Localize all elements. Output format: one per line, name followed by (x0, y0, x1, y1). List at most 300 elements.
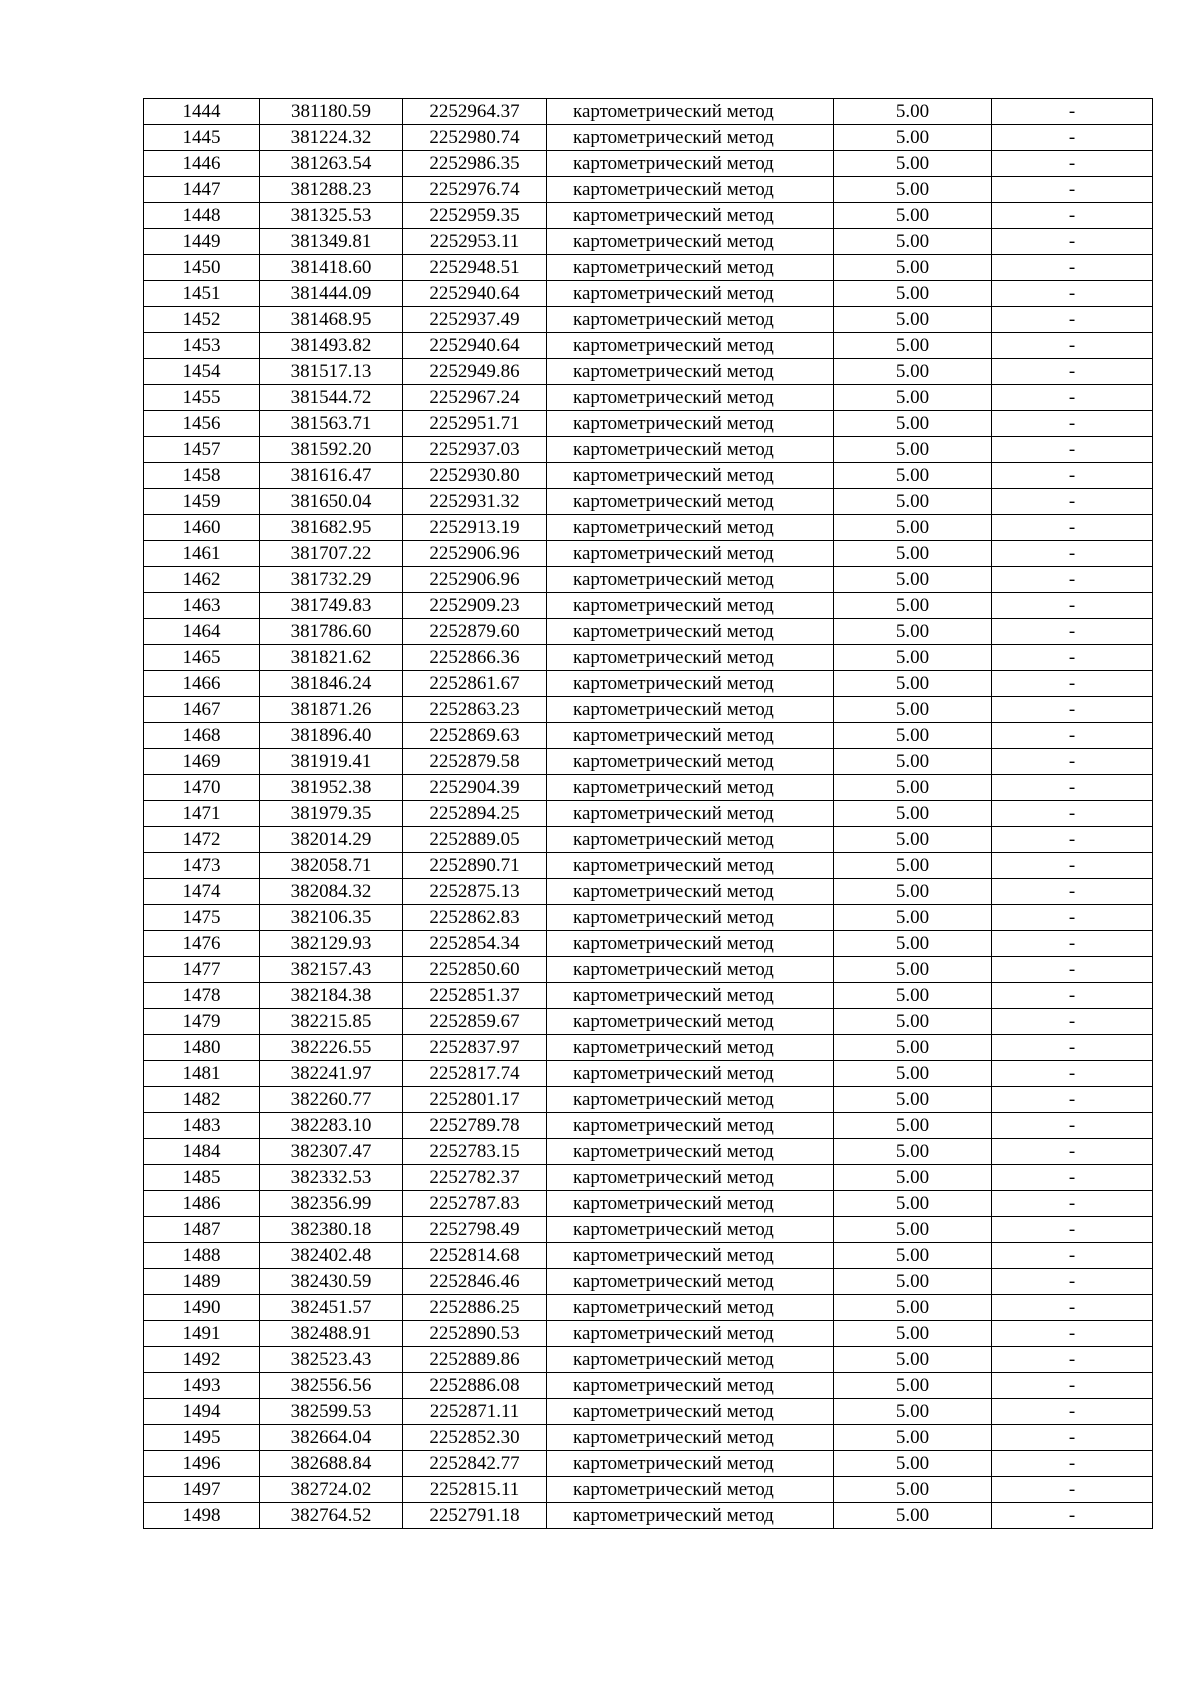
x-coordinate-cell: 381650.04 (260, 489, 403, 515)
description-cell: - (992, 567, 1153, 593)
method-cell: картометрический метод (547, 1113, 834, 1139)
precision-cell: 5.00 (834, 697, 992, 723)
description-cell: - (992, 437, 1153, 463)
table-row (144, 99, 1153, 125)
x-coordinate-cell: 381418.60 (260, 255, 403, 281)
precision-cell: 5.00 (834, 1087, 992, 1113)
method-cell: картометрический метод (547, 645, 834, 671)
description-cell: - (992, 593, 1153, 619)
description-cell: - (992, 359, 1153, 385)
description-cell: - (992, 229, 1153, 255)
y-coordinate-cell: 2252814.68 (403, 1243, 547, 1269)
x-coordinate-cell: 382523.43 (260, 1347, 403, 1373)
x-coordinate-cell: 382129.93 (260, 931, 403, 957)
table-row (144, 671, 1153, 697)
method-cell: картометрический метод (547, 333, 834, 359)
table-row (144, 307, 1153, 333)
x-coordinate-cell: 381749.83 (260, 593, 403, 619)
point-number-cell: 1446 (144, 151, 260, 177)
precision-cell: 5.00 (834, 1191, 992, 1217)
table-row (144, 853, 1153, 879)
method-cell: картометрический метод (547, 411, 834, 437)
y-coordinate-cell: 2252937.03 (403, 437, 547, 463)
method-cell: картометрический метод (547, 203, 834, 229)
point-number-cell: 1457 (144, 437, 260, 463)
method-cell: картометрический метод (547, 1399, 834, 1425)
description-cell: - (992, 307, 1153, 333)
x-coordinate-cell: 382764.52 (260, 1503, 403, 1529)
point-number-cell: 1455 (144, 385, 260, 411)
description-cell: - (992, 853, 1153, 879)
point-number-cell: 1472 (144, 827, 260, 853)
table-row (144, 1087, 1153, 1113)
table-row (144, 541, 1153, 567)
precision-cell: 5.00 (834, 411, 992, 437)
x-coordinate-cell: 382058.71 (260, 853, 403, 879)
method-cell: картометрический метод (547, 931, 834, 957)
description-cell: - (992, 1061, 1153, 1087)
y-coordinate-cell: 2252894.25 (403, 801, 547, 827)
precision-cell: 5.00 (834, 1035, 992, 1061)
x-coordinate-cell: 381871.26 (260, 697, 403, 723)
description-cell: - (992, 1191, 1153, 1217)
description-cell: - (992, 671, 1153, 697)
description-cell: - (992, 749, 1153, 775)
precision-cell: 5.00 (834, 1451, 992, 1477)
precision-cell: 5.00 (834, 905, 992, 931)
y-coordinate-cell: 2252906.96 (403, 567, 547, 593)
method-cell: картометрический метод (547, 801, 834, 827)
table-row (144, 801, 1153, 827)
description-cell: - (992, 723, 1153, 749)
table-row (144, 749, 1153, 775)
x-coordinate-cell: 381288.23 (260, 177, 403, 203)
precision-cell: 5.00 (834, 801, 992, 827)
description-cell: - (992, 619, 1153, 645)
table-row (144, 697, 1153, 723)
method-cell: картометрический метод (547, 697, 834, 723)
method-cell: картометрический метод (547, 1425, 834, 1451)
description-cell: - (992, 1113, 1153, 1139)
y-coordinate-cell: 2252967.24 (403, 385, 547, 411)
point-number-cell: 1454 (144, 359, 260, 385)
y-coordinate-cell: 2252986.35 (403, 151, 547, 177)
y-coordinate-cell: 2252889.86 (403, 1347, 547, 1373)
point-number-cell: 1482 (144, 1087, 260, 1113)
y-coordinate-cell: 2252869.63 (403, 723, 547, 749)
description-cell: - (992, 801, 1153, 827)
description-cell: - (992, 1009, 1153, 1035)
description-cell: - (992, 957, 1153, 983)
point-number-cell: 1498 (144, 1503, 260, 1529)
y-coordinate-cell: 2252940.64 (403, 333, 547, 359)
coordinates-table-body (144, 99, 1153, 1529)
point-number-cell: 1480 (144, 1035, 260, 1061)
x-coordinate-cell: 381952.38 (260, 775, 403, 801)
x-coordinate-cell: 382688.84 (260, 1451, 403, 1477)
point-number-cell: 1494 (144, 1399, 260, 1425)
y-coordinate-cell: 2252889.05 (403, 827, 547, 853)
precision-cell: 5.00 (834, 125, 992, 151)
precision-cell: 5.00 (834, 1321, 992, 1347)
table-row (144, 1451, 1153, 1477)
y-coordinate-cell: 2252930.80 (403, 463, 547, 489)
precision-cell: 5.00 (834, 229, 992, 255)
y-coordinate-cell: 2252959.35 (403, 203, 547, 229)
point-number-cell: 1475 (144, 905, 260, 931)
precision-cell: 5.00 (834, 463, 992, 489)
y-coordinate-cell: 2252851.37 (403, 983, 547, 1009)
method-cell: картометрический метод (547, 619, 834, 645)
precision-cell: 5.00 (834, 1477, 992, 1503)
table-row (144, 1399, 1153, 1425)
point-number-cell: 1479 (144, 1009, 260, 1035)
precision-cell: 5.00 (834, 1503, 992, 1529)
description-cell: - (992, 1347, 1153, 1373)
x-coordinate-cell: 381180.59 (260, 99, 403, 125)
method-cell: картометрический метод (547, 775, 834, 801)
table-row (144, 1269, 1153, 1295)
table-row (144, 1295, 1153, 1321)
method-cell: картометрический метод (547, 1503, 834, 1529)
x-coordinate-cell: 382307.47 (260, 1139, 403, 1165)
description-cell: - (992, 1477, 1153, 1503)
table-row (144, 1321, 1153, 1347)
description-cell: - (992, 463, 1153, 489)
precision-cell: 5.00 (834, 619, 992, 645)
method-cell: картометрический метод (547, 1347, 834, 1373)
x-coordinate-cell: 381544.72 (260, 385, 403, 411)
point-number-cell: 1447 (144, 177, 260, 203)
table-row (144, 775, 1153, 801)
description-cell: - (992, 879, 1153, 905)
description-cell: - (992, 1295, 1153, 1321)
x-coordinate-cell: 381349.81 (260, 229, 403, 255)
table-row (144, 1139, 1153, 1165)
x-coordinate-cell: 382014.29 (260, 827, 403, 853)
method-cell: картометрический метод (547, 1269, 834, 1295)
method-cell: картометрический метод (547, 853, 834, 879)
y-coordinate-cell: 2252953.11 (403, 229, 547, 255)
table-row (144, 333, 1153, 359)
table-row (144, 983, 1153, 1009)
point-number-cell: 1495 (144, 1425, 260, 1451)
point-number-cell: 1471 (144, 801, 260, 827)
description-cell: - (992, 255, 1153, 281)
table-row (144, 463, 1153, 489)
y-coordinate-cell: 2252913.19 (403, 515, 547, 541)
point-number-cell: 1484 (144, 1139, 260, 1165)
precision-cell: 5.00 (834, 1113, 992, 1139)
description-cell: - (992, 1217, 1153, 1243)
y-coordinate-cell: 2252980.74 (403, 125, 547, 151)
method-cell: картометрический метод (547, 1139, 834, 1165)
y-coordinate-cell: 2252890.71 (403, 853, 547, 879)
y-coordinate-cell: 2252787.83 (403, 1191, 547, 1217)
x-coordinate-cell: 382226.55 (260, 1035, 403, 1061)
method-cell: картометрический метод (547, 1451, 834, 1477)
description-cell: - (992, 775, 1153, 801)
method-cell: картометрический метод (547, 1373, 834, 1399)
method-cell: картометрический метод (547, 1087, 834, 1113)
precision-cell: 5.00 (834, 255, 992, 281)
method-cell: картометрический метод (547, 593, 834, 619)
precision-cell: 5.00 (834, 281, 992, 307)
precision-cell: 5.00 (834, 1139, 992, 1165)
precision-cell: 5.00 (834, 593, 992, 619)
coordinates-table (143, 98, 1153, 1529)
y-coordinate-cell: 2252886.08 (403, 1373, 547, 1399)
point-number-cell: 1491 (144, 1321, 260, 1347)
x-coordinate-cell: 381517.13 (260, 359, 403, 385)
point-number-cell: 1463 (144, 593, 260, 619)
description-cell: - (992, 697, 1153, 723)
table-row (144, 359, 1153, 385)
y-coordinate-cell: 2252852.30 (403, 1425, 547, 1451)
description-cell: - (992, 99, 1153, 125)
y-coordinate-cell: 2252866.36 (403, 645, 547, 671)
point-number-cell: 1461 (144, 541, 260, 567)
y-coordinate-cell: 2252948.51 (403, 255, 547, 281)
x-coordinate-cell: 382664.04 (260, 1425, 403, 1451)
y-coordinate-cell: 2252931.32 (403, 489, 547, 515)
precision-cell: 5.00 (834, 489, 992, 515)
description-cell: - (992, 1425, 1153, 1451)
method-cell: картометрический метод (547, 359, 834, 385)
point-number-cell: 1486 (144, 1191, 260, 1217)
precision-cell: 5.00 (834, 827, 992, 853)
point-number-cell: 1477 (144, 957, 260, 983)
x-coordinate-cell: 381263.54 (260, 151, 403, 177)
table-row (144, 255, 1153, 281)
description-cell: - (992, 515, 1153, 541)
precision-cell: 5.00 (834, 1373, 992, 1399)
description-cell: - (992, 281, 1153, 307)
description-cell: - (992, 1139, 1153, 1165)
method-cell: картометрический метод (547, 1295, 834, 1321)
table-row (144, 1425, 1153, 1451)
method-cell: картометрический метод (547, 1165, 834, 1191)
y-coordinate-cell: 2252879.58 (403, 749, 547, 775)
precision-cell: 5.00 (834, 1217, 992, 1243)
table-row (144, 151, 1153, 177)
point-number-cell: 1474 (144, 879, 260, 905)
x-coordinate-cell: 381444.09 (260, 281, 403, 307)
point-number-cell: 1489 (144, 1269, 260, 1295)
y-coordinate-cell: 2252879.60 (403, 619, 547, 645)
y-coordinate-cell: 2252789.78 (403, 1113, 547, 1139)
description-cell: - (992, 983, 1153, 1009)
description-cell: - (992, 1399, 1153, 1425)
point-number-cell: 1473 (144, 853, 260, 879)
point-number-cell: 1497 (144, 1477, 260, 1503)
point-number-cell: 1459 (144, 489, 260, 515)
table-row (144, 229, 1153, 255)
precision-cell: 5.00 (834, 645, 992, 671)
precision-cell: 5.00 (834, 1295, 992, 1321)
method-cell: картометрический метод (547, 99, 834, 125)
y-coordinate-cell: 2252904.39 (403, 775, 547, 801)
description-cell: - (992, 1321, 1153, 1347)
y-coordinate-cell: 2252909.23 (403, 593, 547, 619)
point-number-cell: 1487 (144, 1217, 260, 1243)
point-number-cell: 1467 (144, 697, 260, 723)
table-row (144, 281, 1153, 307)
x-coordinate-cell: 381786.60 (260, 619, 403, 645)
table-row (144, 593, 1153, 619)
method-cell: картометрический метод (547, 1061, 834, 1087)
table-row (144, 905, 1153, 931)
table-row (144, 1503, 1153, 1529)
method-cell: картометрический метод (547, 1243, 834, 1269)
x-coordinate-cell: 381682.95 (260, 515, 403, 541)
description-cell: - (992, 1373, 1153, 1399)
point-number-cell: 1449 (144, 229, 260, 255)
precision-cell: 5.00 (834, 671, 992, 697)
table-row (144, 931, 1153, 957)
precision-cell: 5.00 (834, 1269, 992, 1295)
precision-cell: 5.00 (834, 879, 992, 905)
precision-cell: 5.00 (834, 1243, 992, 1269)
precision-cell: 5.00 (834, 567, 992, 593)
y-coordinate-cell: 2252783.15 (403, 1139, 547, 1165)
x-coordinate-cell: 382215.85 (260, 1009, 403, 1035)
point-number-cell: 1496 (144, 1451, 260, 1477)
x-coordinate-cell: 382724.02 (260, 1477, 403, 1503)
table-row (144, 567, 1153, 593)
description-cell: - (992, 1451, 1153, 1477)
point-number-cell: 1469 (144, 749, 260, 775)
method-cell: картометрический метод (547, 541, 834, 567)
precision-cell: 5.00 (834, 177, 992, 203)
y-coordinate-cell: 2252782.37 (403, 1165, 547, 1191)
y-coordinate-cell: 2252854.34 (403, 931, 547, 957)
point-number-cell: 1466 (144, 671, 260, 697)
method-cell: картометрический метод (547, 515, 834, 541)
x-coordinate-cell: 381821.62 (260, 645, 403, 671)
table-row (144, 879, 1153, 905)
table-row (144, 385, 1153, 411)
x-coordinate-cell: 381468.95 (260, 307, 403, 333)
x-coordinate-cell: 382599.53 (260, 1399, 403, 1425)
y-coordinate-cell: 2252837.97 (403, 1035, 547, 1061)
method-cell: картометрический метод (547, 1477, 834, 1503)
table-row (144, 1061, 1153, 1087)
description-cell: - (992, 905, 1153, 931)
precision-cell: 5.00 (834, 1165, 992, 1191)
description-cell: - (992, 1035, 1153, 1061)
method-cell: картометрический метод (547, 1009, 834, 1035)
y-coordinate-cell: 2252951.71 (403, 411, 547, 437)
precision-cell: 5.00 (834, 359, 992, 385)
description-cell: - (992, 385, 1153, 411)
y-coordinate-cell: 2252937.49 (403, 307, 547, 333)
method-cell: картометрический метод (547, 255, 834, 281)
description-cell: - (992, 645, 1153, 671)
y-coordinate-cell: 2252886.25 (403, 1295, 547, 1321)
y-coordinate-cell: 2252940.64 (403, 281, 547, 307)
precision-cell: 5.00 (834, 541, 992, 567)
table-row (144, 723, 1153, 749)
point-number-cell: 1450 (144, 255, 260, 281)
point-number-cell: 1456 (144, 411, 260, 437)
precision-cell: 5.00 (834, 1347, 992, 1373)
x-coordinate-cell: 381896.40 (260, 723, 403, 749)
method-cell: картометрический метод (547, 489, 834, 515)
y-coordinate-cell: 2252976.74 (403, 177, 547, 203)
precision-cell: 5.00 (834, 983, 992, 1009)
table-row (144, 1009, 1153, 1035)
x-coordinate-cell: 382556.56 (260, 1373, 403, 1399)
y-coordinate-cell: 2252863.23 (403, 697, 547, 723)
description-cell: - (992, 177, 1153, 203)
point-number-cell: 1478 (144, 983, 260, 1009)
description-cell: - (992, 203, 1153, 229)
precision-cell: 5.00 (834, 931, 992, 957)
x-coordinate-cell: 382241.97 (260, 1061, 403, 1087)
point-number-cell: 1485 (144, 1165, 260, 1191)
precision-cell: 5.00 (834, 957, 992, 983)
point-number-cell: 1462 (144, 567, 260, 593)
table-row (144, 1347, 1153, 1373)
point-number-cell: 1453 (144, 333, 260, 359)
y-coordinate-cell: 2252964.37 (403, 99, 547, 125)
description-cell: - (992, 1269, 1153, 1295)
description-cell: - (992, 1165, 1153, 1191)
x-coordinate-cell: 382488.91 (260, 1321, 403, 1347)
x-coordinate-cell: 382157.43 (260, 957, 403, 983)
description-cell: - (992, 1503, 1153, 1529)
table-row (144, 1373, 1153, 1399)
precision-cell: 5.00 (834, 853, 992, 879)
description-cell: - (992, 125, 1153, 151)
description-cell: - (992, 827, 1153, 853)
method-cell: картометрический метод (547, 229, 834, 255)
x-coordinate-cell: 382356.99 (260, 1191, 403, 1217)
x-coordinate-cell: 382260.77 (260, 1087, 403, 1113)
precision-cell: 5.00 (834, 307, 992, 333)
precision-cell: 5.00 (834, 749, 992, 775)
x-coordinate-cell: 381846.24 (260, 671, 403, 697)
description-cell: - (992, 333, 1153, 359)
y-coordinate-cell: 2252801.17 (403, 1087, 547, 1113)
y-coordinate-cell: 2252846.46 (403, 1269, 547, 1295)
x-coordinate-cell: 381592.20 (260, 437, 403, 463)
precision-cell: 5.00 (834, 385, 992, 411)
method-cell: картометрический метод (547, 905, 834, 931)
table-row (144, 1217, 1153, 1243)
precision-cell: 5.00 (834, 151, 992, 177)
point-number-cell: 1458 (144, 463, 260, 489)
y-coordinate-cell: 2252861.67 (403, 671, 547, 697)
method-cell: картометрический метод (547, 463, 834, 489)
x-coordinate-cell: 381732.29 (260, 567, 403, 593)
point-number-cell: 1490 (144, 1295, 260, 1321)
x-coordinate-cell: 381919.41 (260, 749, 403, 775)
x-coordinate-cell: 382402.48 (260, 1243, 403, 1269)
table-row (144, 125, 1153, 151)
table-row (144, 203, 1153, 229)
precision-cell: 5.00 (834, 203, 992, 229)
point-number-cell: 1460 (144, 515, 260, 541)
x-coordinate-cell: 382332.53 (260, 1165, 403, 1191)
table-row (144, 645, 1153, 671)
precision-cell: 5.00 (834, 333, 992, 359)
method-cell: картометрический метод (547, 723, 834, 749)
method-cell: картометрический метод (547, 957, 834, 983)
method-cell: картометрический метод (547, 281, 834, 307)
method-cell: картометрический метод (547, 1321, 834, 1347)
